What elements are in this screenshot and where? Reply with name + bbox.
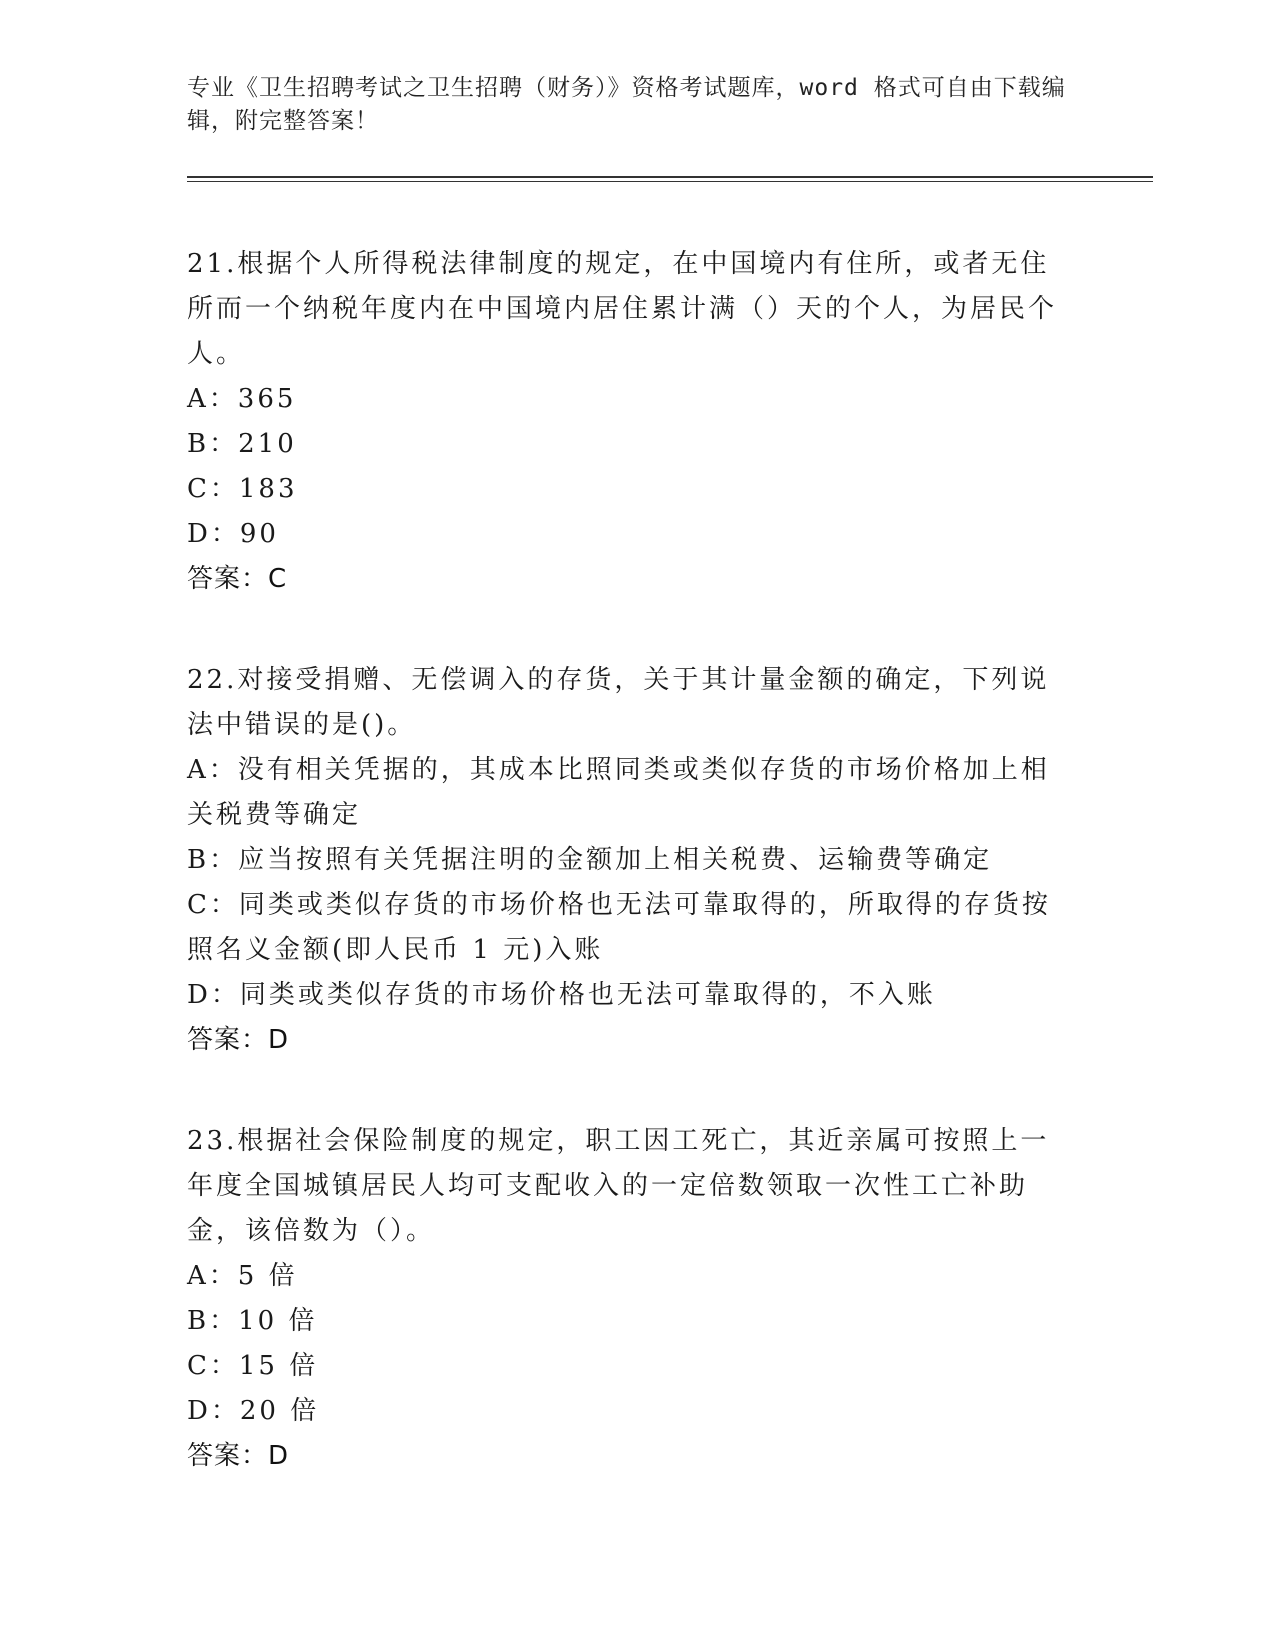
option-c: C：183 xyxy=(187,474,298,504)
question-stem: 23.根据社会保险制度的规定，职工因工死亡，其近亲属可按照上一年度全国城镇居民人均可支配收入的一定倍数领取一次性工亡补助金，该倍数为（）。 xyxy=(187,1126,1050,1246)
question-21 xyxy=(187,242,1147,602)
option-d: D：同类或类似存货的市场价格也无法可靠取得的，不入账 xyxy=(187,980,936,1010)
option-b: B：10 倍 xyxy=(187,1306,318,1336)
option-a: A：没有相关凭据的，其成本比照同类或类似存货的市场价格加上相关税费等确定 xyxy=(187,755,1050,830)
document-page xyxy=(187,72,1147,1479)
option-a: A：365 xyxy=(187,384,297,414)
option-c: C：同类或类似存货的市场价格也无法可靠取得的，所取得的存货按照名义金额(即人民币 1 元)入账 xyxy=(187,890,1051,965)
option-d: D：20 倍 xyxy=(187,1396,320,1426)
option-a: A：5 倍 xyxy=(187,1261,298,1291)
question-stem: 22.对接受捐赠、无偿调入的存货，关于其计量金额的确定，下列说法中错误的是()。 xyxy=(187,665,1050,740)
question-23 xyxy=(187,1119,1147,1479)
question-22 xyxy=(187,658,1147,1063)
option-c: C：15 倍 xyxy=(187,1351,319,1381)
option-b: B：210 xyxy=(187,429,297,459)
answer: 答案：C xyxy=(187,564,288,594)
document-header: 专业《卫生招聘考试之卫生招聘（财务）》资格考试题库，word 格式可自由下载编辑，附完整答案！ xyxy=(187,75,1066,134)
option-d: D：90 xyxy=(187,519,279,549)
header-divider xyxy=(187,176,1153,182)
option-b: B：应当按照有关凭据注明的金额加上相关税费、运输费等确定 xyxy=(187,845,993,875)
question-stem: 21.根据个人所得税法律制度的规定，在中国境内有住所，或者无住所而一个纳税年度内在中国境内居住累计满（）天的个人，为居民个人。 xyxy=(187,249,1058,369)
answer: 答案：D xyxy=(187,1441,290,1471)
answer: 答案：D xyxy=(187,1025,290,1055)
